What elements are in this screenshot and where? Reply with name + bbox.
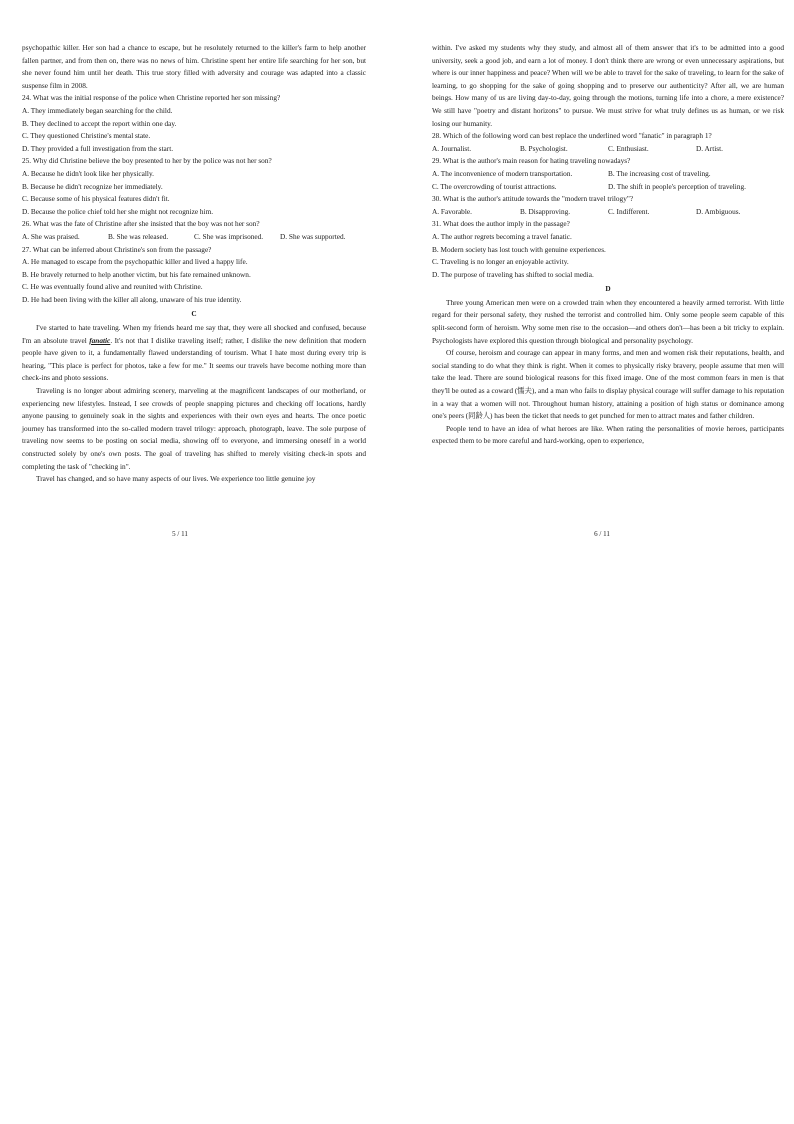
- question-26-option-a: A. She was praised.: [22, 231, 80, 241]
- question-30-option-a: A. Favorable.: [432, 206, 472, 216]
- question-25-stem: 25. Why did Christine believe the boy presented to her by the police was not her son?: [22, 156, 272, 166]
- question-27-option-a: A. He managed to escape from the psychopathic killer and lived a happy life.: [22, 257, 248, 267]
- question-26-option-b: B. She was released.: [108, 231, 169, 241]
- question-28-option-d: D. Artist.: [696, 143, 723, 153]
- question-26-option-d: D. She was supported.: [280, 231, 346, 241]
- question-24-stem: 24. What was the initial response of the police when Christine reported her son missing?: [22, 93, 281, 103]
- page-number-right: 6 / 11: [594, 530, 610, 538]
- question-28-option-a: A. Journalist.: [432, 143, 472, 153]
- question-27-stem: 27. What can be inferred about Christine's son from the passage?: [22, 244, 212, 254]
- right-page-column: [432, 42, 784, 448]
- question-25-option-a: A. Because he didn't look like her physically.: [22, 168, 154, 178]
- question-31-option-d: D. The purpose of traveling has shifted to social media.: [432, 269, 594, 279]
- question-25-option-d: D. Because the police chief told her she might not recognize him.: [22, 206, 214, 216]
- section-d-heading: D: [605, 284, 611, 294]
- question-30-option-c: C. Indifferent.: [608, 206, 650, 216]
- question-26-stem: 26. What was the fate of Christine after she insisted that the boy was not her son?: [22, 219, 260, 229]
- question-29-stem: 29. What is the author's main reason for hating traveling nowadays?: [432, 156, 631, 166]
- underlined-word-fanatic: fanatic: [89, 335, 111, 345]
- question-31-option-b: B. Modern society has lost touch with genuine experiences.: [432, 244, 606, 254]
- question-26-options: [22, 231, 366, 244]
- question-26-option-c: C. She was imprisoned.: [194, 231, 264, 241]
- question-31-stem: 31. What does the author imply in the passage?: [432, 219, 570, 229]
- passage-b-ending: psychopathic killer. Her son had a chance to escape, but he resolutely returned to the killer's farm to help another fallen partner, and from then on, there was no news of him. Christine spent her entire life searching for her son, but she never found him until her death. This true story filled with adversity and courage was adapted into a classic suspense film in 2008.: [22, 43, 366, 90]
- question-31-option-a: A. The author regrets becoming a travel fanatic.: [432, 231, 572, 241]
- question-30-stem: 30. What is the author's attitude towards the "modern travel trilogy"?: [432, 194, 634, 204]
- question-29-option-b: B. The increasing cost of traveling.: [608, 168, 711, 178]
- passage-d-paragraph-3: People tend to have an idea of what heroes are like. When rating the personalities of movie heroes, participants expected them to be more careful and hard-working, open to experience,: [432, 423, 784, 446]
- question-30-options: [432, 206, 784, 219]
- question-25-option-b: B. Because he didn't recognize her immediately.: [22, 181, 163, 191]
- passage-d-paragraph-2: Of course, heroism and courage can appear in many forms, and men and women risk their reputations, health, and social standing to do what they think is right. When it comes to physically risky bravery, people assume that men will take the lead. There are sound biological reasons for this fixed image. One of the most common fears in men is that they'll be outed as a coward (懦夫), and a man who fails to display physical courage will suffer damage to his reputation in a way that a women will not. Throughout human history, attaining a position of high status or dominance among one's peers (同龄人) has been the ticket that needs to get punched for men to attract mates and father children.: [432, 348, 784, 421]
- passage-d-paragraph-1: Three young American men were on a crowded train when they encountered a heavily armed terrorist. With little regard for their personal safety, they rushed the terrorist and controlled him. Only some people seem capable of this split-second form of heroism. Why some men rise to the occasion—and others don't—has been a bit tricky to explain. Psychologists have explored this question through biological and personality psychology.: [432, 297, 784, 345]
- question-28-option-c: C. Enthusiast.: [608, 143, 649, 153]
- passage-c-p1-text-before: I've started to hate traveling. When my friends heard me say that, they were all shocked and confused, because I'm an absolute travel: [22, 323, 366, 345]
- question-29-options-row-1: [432, 168, 784, 181]
- section-c-heading: C: [191, 309, 197, 319]
- passage-c-paragraph-2: Traveling is no longer about admiring scenery, marveling at the magnificent landscapes of our motherland, or experiencing new lifestyles. Instead, I see crowds of people snapping pictures and checking off locations, hardly anyone pausing to genuinely soak in the sights and experiences with their own eyes and hearts. The once poetic journey has transformed into the so-called modern travel trilogy: approach, photograph, leave. The sole purpose of traveling now seems to be posting on social media, showing off to everyone, and immersing oneself in a world constructed solely by one's own posts. The goal of traveling has shifted to merely visiting check-in spots and completing the task of "checking in".: [22, 386, 366, 471]
- left-page-column: [22, 42, 366, 486]
- passage-c-paragraph-3-continued: within. I've asked my students why they study, and almost all of them answer that it's to be admitted into a good university, seek a good job, and earn a lot of money. I don't think there are wrong or even unnecessary aspirations, but where is our inner happiness and peace? When will we be able to travel for the sake of traveling, to learn for the sake of learning, to go shopping for the sake of going shopping and to preserve our authenticity? After all, we are human beings. How many of us are living day-to-day, going through the motions, turning life into a chore, a mere existence? We still have "poetry and distant horizons" to pursue. We must strive for what truly defines us as human, or we risk losing our humanity.: [432, 43, 784, 128]
- question-24-option-a: A. They immediately began searching for the child.: [22, 105, 173, 115]
- question-27-option-b: B. He bravely returned to help another victim, but his fate remained unknown.: [22, 269, 251, 279]
- question-25-option-c: C. Because some of his physical features didn't fit.: [22, 194, 170, 204]
- passage-c-paragraph-3: Travel has changed, and so have many aspects of our lives. We experience too little genuine joy: [36, 474, 316, 484]
- question-28-options: [432, 143, 784, 156]
- question-28-stem: 28. Which of the following word can best replace the underlined word "fanatic" in paragraph 1?: [432, 131, 712, 141]
- question-28-option-b: B. Psychologist.: [520, 143, 568, 153]
- question-29-option-d: D. The shift in people's perception of traveling.: [608, 181, 746, 191]
- question-29-options-row-2: [432, 181, 784, 194]
- question-31-option-c: C. Traveling is no longer an enjoyable activity.: [432, 257, 569, 267]
- passage-c-p1-text-after: . It's not that I dislike traveling itself; rather, I dislike the new definition that modern people have given to it, a fundamentally flawed understanding of tourism. What I hate most during every trip is hearing, "This place is perfect for photos, take a few for me." It seems our travels have become nothing more than check-ins and photo sessions.: [22, 335, 366, 383]
- question-30-option-d: D. Ambiguous.: [696, 206, 741, 216]
- question-27-option-d: D. He had been living with the killer all along, unaware of his true identity.: [22, 294, 242, 304]
- question-29-option-c: C. The overcrowding of tourist attractions.: [432, 181, 557, 191]
- question-29-option-a: A. The inconvenience of modern transportation.: [432, 168, 573, 178]
- page-number-left: 5 / 11: [172, 530, 188, 538]
- question-24-option-c: C. They questioned Christine's mental state.: [22, 131, 151, 141]
- question-27-option-c: C. He was eventually found alive and reunited with Christine.: [22, 282, 203, 292]
- passage-c-paragraph-1: [22, 322, 366, 385]
- question-30-option-b: B. Disapproving.: [520, 206, 571, 216]
- question-24-option-b: B. They declined to accept the report within one day.: [22, 118, 177, 128]
- question-24-option-d: D. They provided a full investigation from the start.: [22, 143, 174, 153]
